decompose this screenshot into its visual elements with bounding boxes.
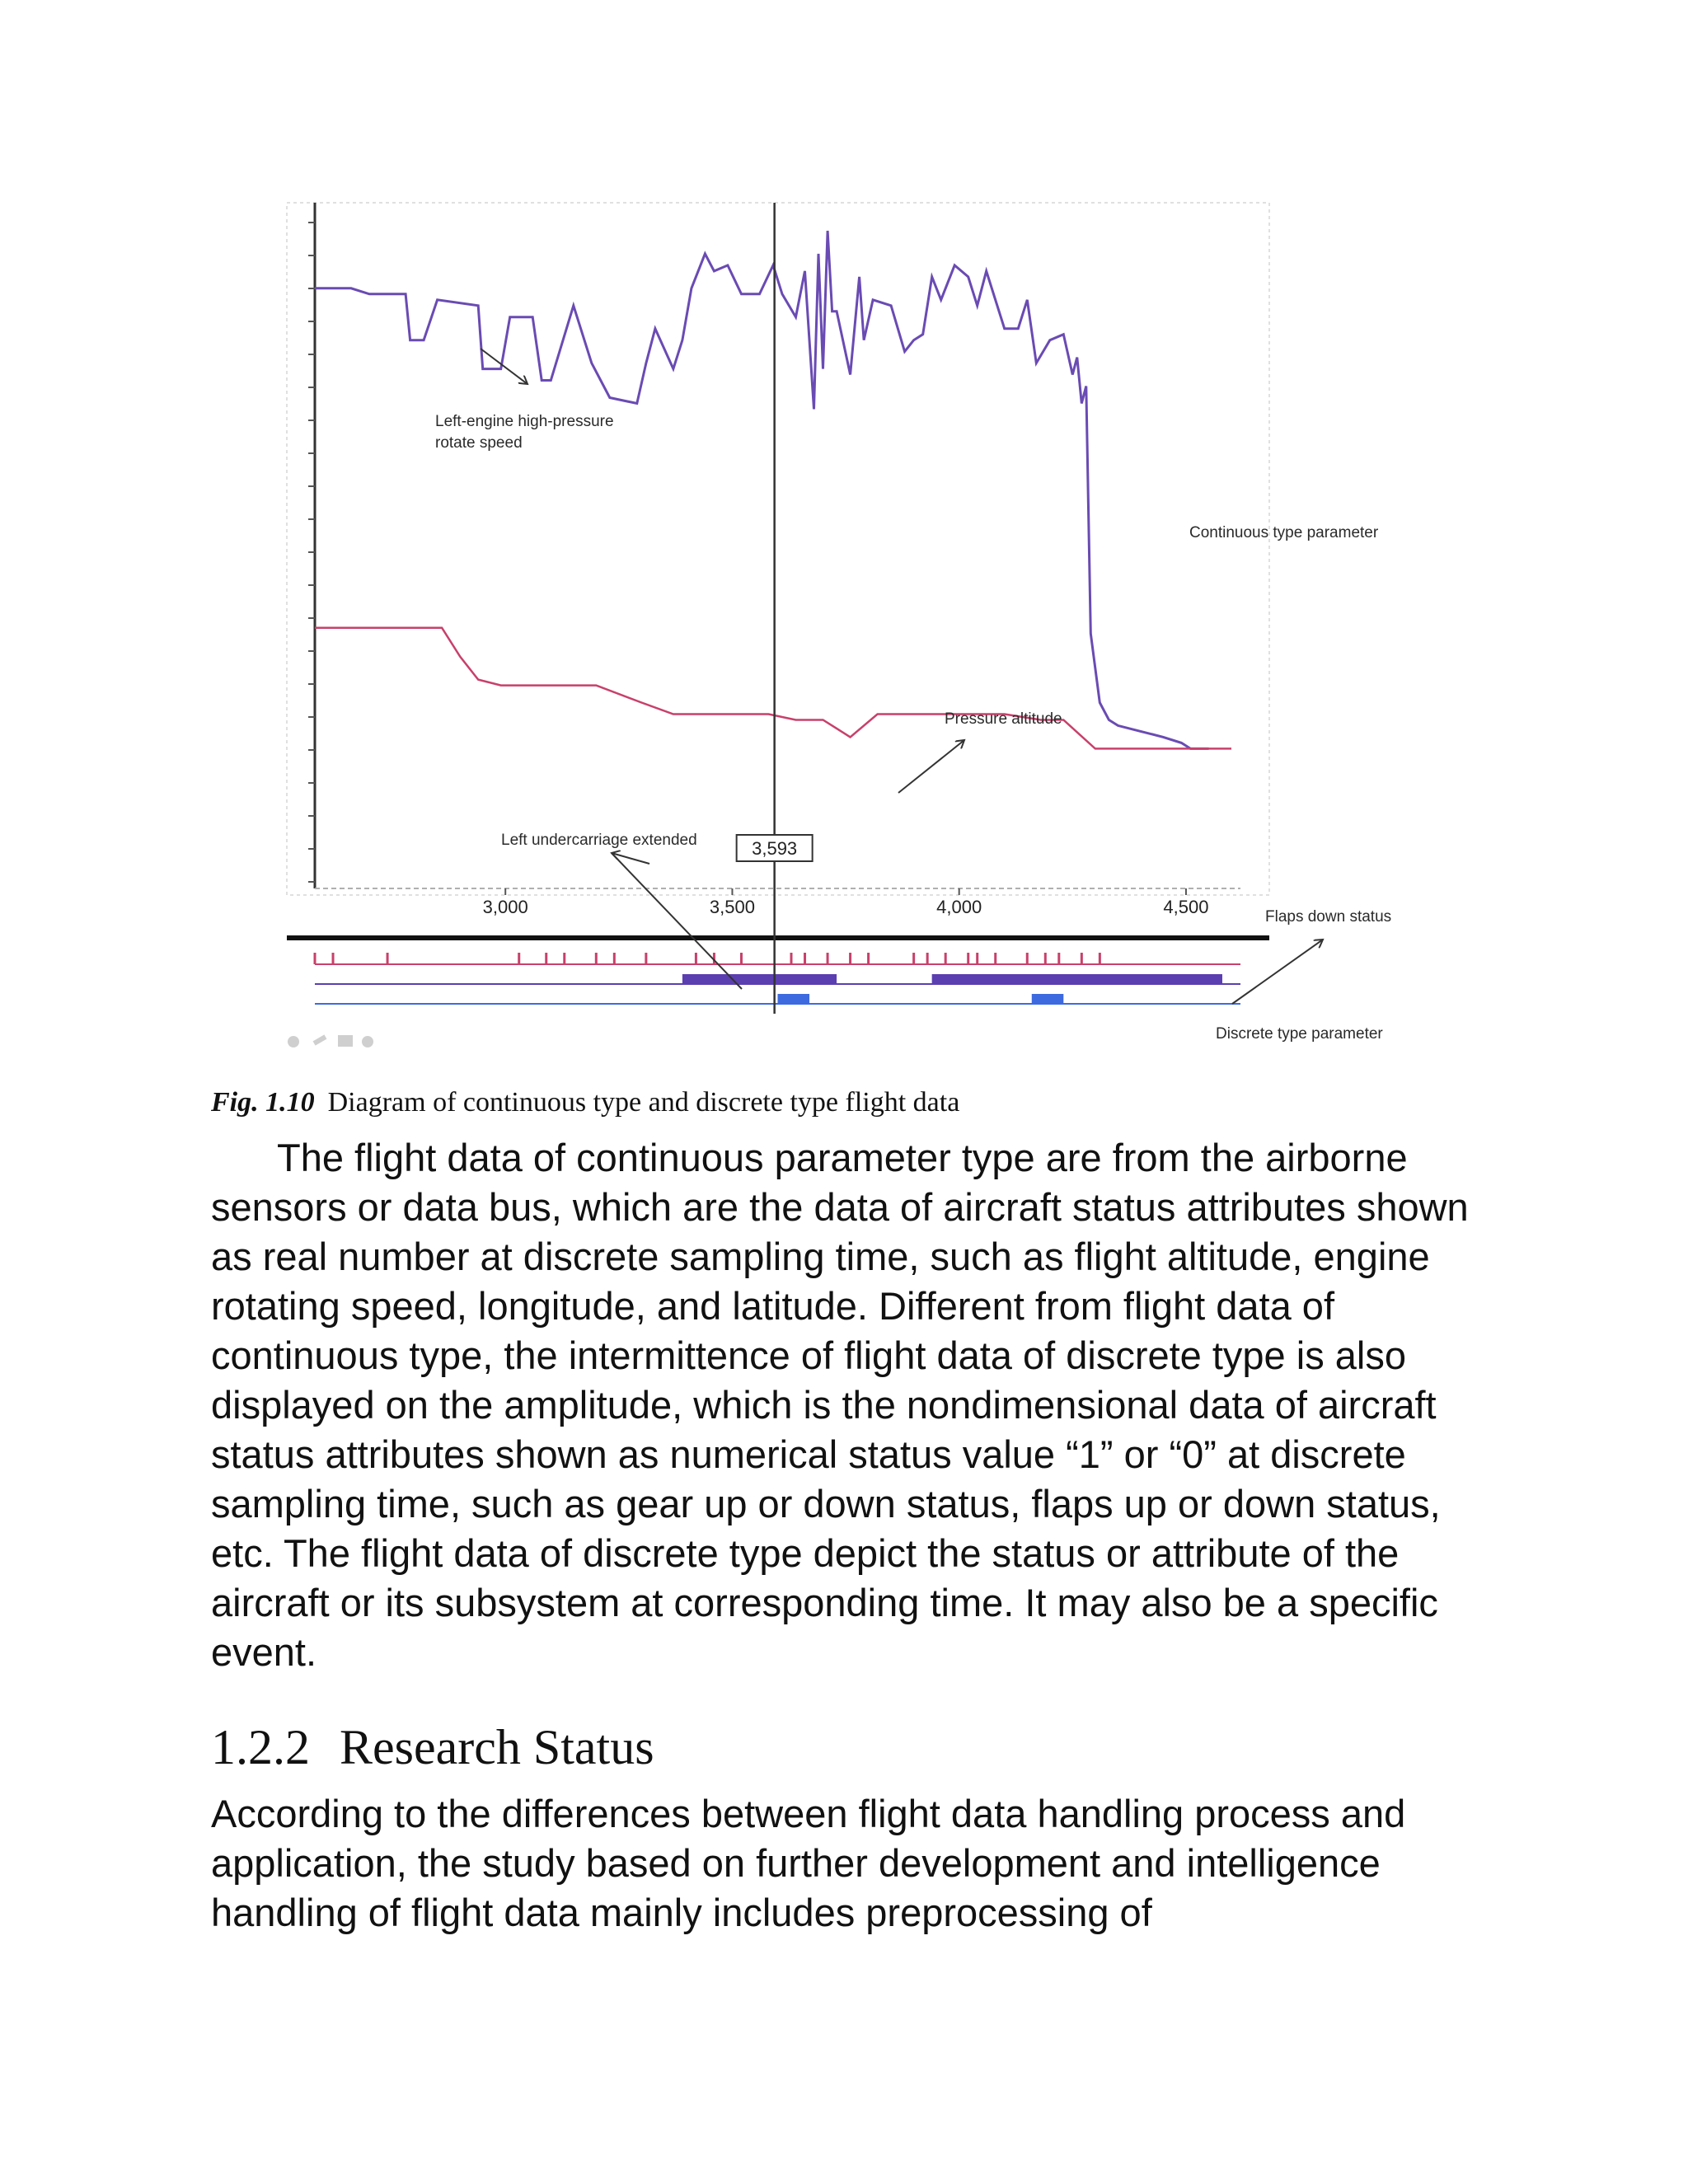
toolbar-undo-icon[interactable] xyxy=(288,1036,299,1047)
cursor-readout xyxy=(737,835,813,861)
section-title: Research Status xyxy=(340,1720,654,1774)
engine-speed-label-line-2: rotate speed xyxy=(435,434,523,452)
engine-speed-label-line-1: Left-engine high-pressure xyxy=(435,413,614,430)
pressure-altitude-line xyxy=(315,628,1231,749)
figure-caption-text: Diagram of continuous type and discrete type flight data xyxy=(327,1087,960,1118)
x-axis-tick-labels xyxy=(483,888,1209,917)
figure-caption-number: Fig. 1.10 xyxy=(211,1087,315,1118)
body-paragraph-1: The flight data of continuous parameter type are from the airborne sensors or data bus, which are the data of aircraft status attributes shown as real number at discrete sampling time, such as flight altitude, engine rotating speed, longitude, and latitude. Different from flight data of continuous type, the intermittence of flight data of discrete type is also displayed on the amplitude, which is the nondimensional data of aircraft status attributes shown as numerical status value “1” or “0” at discrete sampling time, such as gear up or down status, flaps up or down status, etc. The flight data of discrete type depict the status or attribute of the aircraft or its subsystem at corresponding time. It may also be a specific event. xyxy=(211,1136,1469,1674)
figure-caption xyxy=(211,1086,1497,1119)
toolbar-save-icon[interactable] xyxy=(338,1035,353,1047)
engine-speed-label xyxy=(435,413,618,452)
toolbar-pen-icon[interactable] xyxy=(313,1034,327,1045)
section-heading xyxy=(211,1718,654,1776)
discrete-on-segment xyxy=(932,974,1222,984)
x-tick-label: 4,000 xyxy=(936,897,982,917)
engine-speed-line xyxy=(315,231,1209,748)
pressure-altitude-arrow xyxy=(898,740,964,793)
toolbar-redo-icon[interactable] xyxy=(362,1036,373,1047)
flaps-down-label: Flaps down status xyxy=(1265,908,1392,926)
x-tick-label: 3,000 xyxy=(482,897,528,917)
continuous-type-label: Continuous type parameter xyxy=(1189,524,1379,541)
discrete-tracks xyxy=(315,953,1240,1004)
body-paragraph-2: According to the differences between flight data handling process and application, the study based on further development and intelligence handling of flight data mainly includes preprocessing of xyxy=(211,1792,1406,1934)
discrete-on-segment xyxy=(778,994,810,1004)
x-tick-label: 3,500 xyxy=(709,897,755,917)
discrete-on-segment xyxy=(1032,994,1064,1004)
flight-data-figure xyxy=(0,0,1688,1088)
pressure-altitude-label: Pressure altitude xyxy=(945,710,1062,728)
discrete-on-segment xyxy=(682,974,837,984)
plot-toolbar xyxy=(288,1034,373,1047)
x-tick-label: 4,500 xyxy=(1163,897,1209,917)
undercarriage-leader xyxy=(612,853,742,989)
discrete-type-label: Discrete type parameter xyxy=(1216,1025,1383,1043)
cursor-readout-value: 3,593 xyxy=(752,838,798,859)
section-number: 1.2.2 xyxy=(211,1720,310,1774)
undercarriage-label: Left undercarriage extended xyxy=(501,832,697,849)
y-axis-ticks xyxy=(308,223,315,882)
flaps-down-arrow xyxy=(1232,940,1323,1004)
